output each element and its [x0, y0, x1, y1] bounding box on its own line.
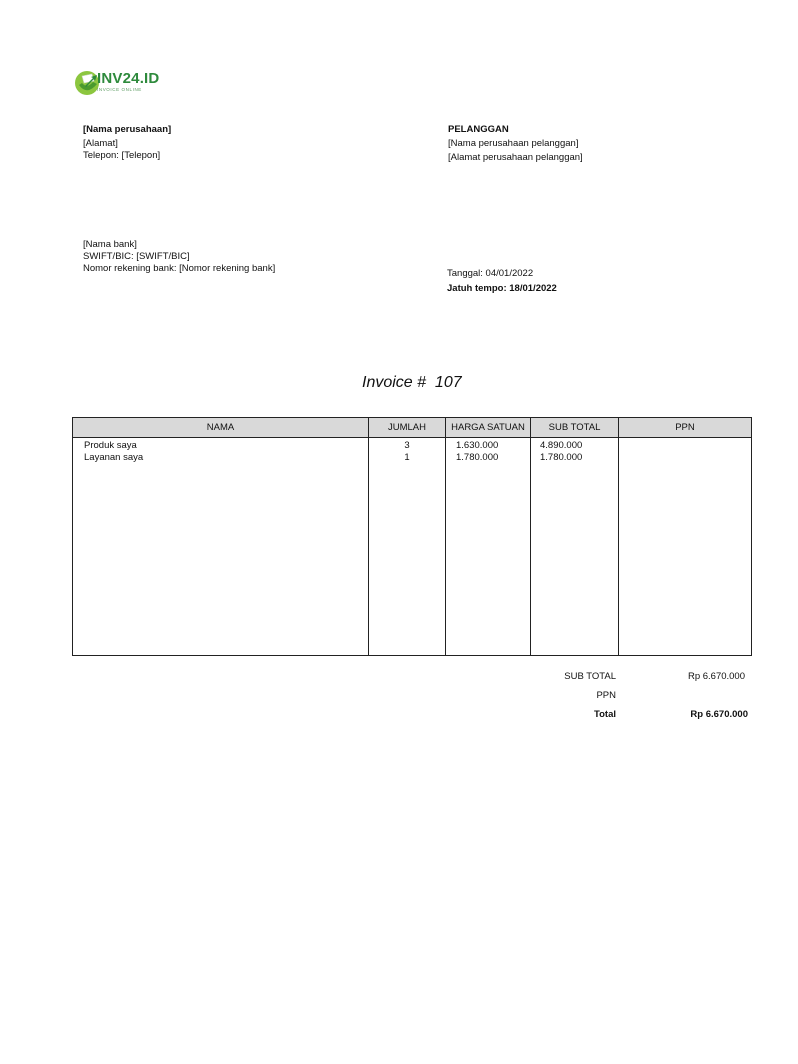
seller-address: [Alamat] — [83, 138, 118, 149]
table-cell: 3 — [404, 440, 410, 451]
column-ppn — [619, 438, 752, 656]
table-cell: 1 — [404, 452, 410, 463]
seller-phone: Telepon: [Telepon] — [83, 150, 161, 161]
column-jumlah — [369, 438, 446, 656]
column-harga-satuan — [446, 438, 531, 656]
column-sub-total — [531, 438, 619, 656]
table-cell: Layanan saya — [84, 452, 144, 463]
invoice-title: Invoice # 107 — [362, 374, 462, 391]
customer-heading: PELANGGAN — [448, 124, 509, 135]
table-cell: Produk saya — [84, 440, 137, 451]
table-cell: 1.780.000 — [540, 452, 583, 463]
table-cell: 1.780.000 — [456, 452, 499, 463]
subtotal-value: Rp 6.670.000 — [687, 671, 745, 682]
column-nama — [73, 438, 369, 656]
due-date: Jatuh tempo: 18/01/2022 — [447, 283, 557, 294]
bank-account: Nomor rekening bank: [Nomor rekening bank] — [83, 263, 276, 274]
subtotal-label: SUB TOTAL — [564, 671, 616, 682]
header-jumlah: JUMLAH — [369, 418, 446, 438]
table-cell: 4.890.000 — [540, 440, 583, 451]
ppn-label: PPN — [596, 690, 616, 701]
bank-swift: SWIFT/BIC: [SWIFT/BIC] — [83, 251, 190, 262]
logo-tagline: INVOICE ONLINE — [97, 87, 142, 92]
bank-name: [Nama bank] — [83, 239, 137, 250]
header-ppn: PPN — [619, 418, 752, 438]
seller-name: [Nama perusahaan] — [83, 124, 172, 135]
invoice-date: Tanggal: 04/01/2022 — [447, 268, 534, 279]
table-cell: 1.630.000 — [456, 440, 499, 451]
logo-text: INV24.ID — [97, 70, 160, 87]
items-table — [72, 417, 752, 656]
table-body — [73, 438, 752, 656]
customer-name: [Nama perusahaan pelanggan] — [448, 138, 579, 149]
total-label: Total — [594, 709, 616, 720]
table-header-row — [73, 418, 752, 438]
customer-address: [Alamat perusahaan pelanggan] — [448, 152, 583, 163]
total-value: Rp 6.670.000 — [690, 709, 748, 720]
header-sub-total: SUB TOTAL — [531, 418, 619, 438]
header-harga-satuan: HARGA SATUAN — [446, 418, 531, 438]
header-nama: NAMA — [73, 418, 369, 438]
